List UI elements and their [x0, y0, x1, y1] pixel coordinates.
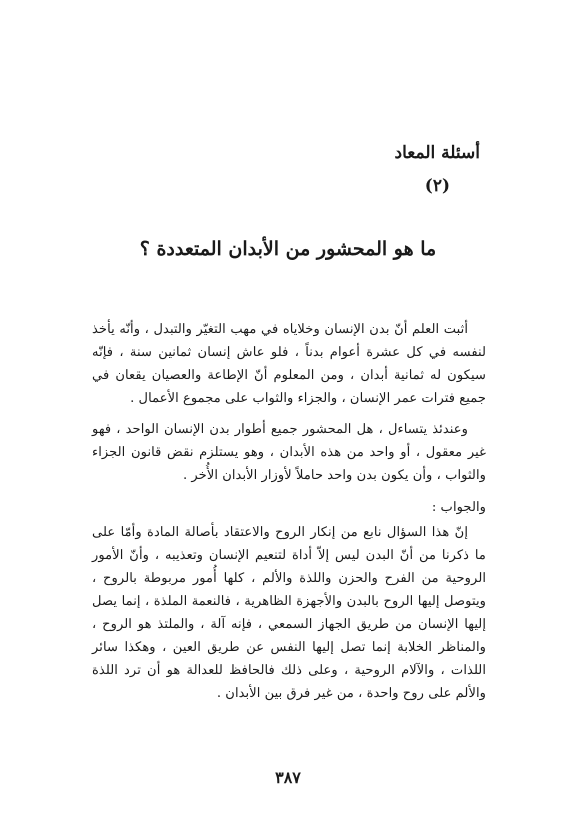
section-title: أسئلة المعاد — [394, 143, 480, 163]
question-paragraph-1: أثبت العلم أنّ بدن الإنسان وخلاياه في مهب التغيّر والتبدل ، وأنّه يأخذ لنفسه في كل عشرة أعوام بدناً ، فلو عاش إنسان ثمانين سنة ، فإنّه سيكون له ثمانية أبدان ، ومن المعلوم أنّ الإطاعة والعصيان يقعان في جميع فترات عمر الإنسان ، والجزاء والثواب على مجموع الأعمال . — [92, 322, 486, 406]
answer-paragraph: إنّ هذا السؤال نابع من إنكار الروح والاعتقاد بأصالة المادة وأمّا على ما ذكرنا من أنّ البدن ليس إلاّ أداة لتنعيم الإنسان وتعذيبه ، وأنّ الأمور الروحية من الفرح والحزن واللذة والألم ، كلها أُمور مربوطة بالروح ، ويتوصل إليها الروح بالبدن والأجهزة الظاهرية ، فالنعمة الملذة ، إنما يصل إليها الإنسان من طريق الجهاز السمعي ، فإنه آلة ، والملتذ هو الروح ، والمناظر الخلابة إنما تصل إليها النفس عن طريق العين ، وهكذا سائر اللذات ، والآلام الروحية ، وعلى ذلك فالحافظ للعدالة هو أن ترد اللذة والألم على روح واحدة ، من غير فرق بين الأبدان . — [92, 525, 486, 701]
body-text — [92, 318, 486, 705]
question-paragraph-2: وعندئذ يتساءل ، هل المحشور جميع أطوار بدن الإنسان الواحد ، فهو غير معقول ، أو واحد من هذه الأبدان ، وهو يستلزم نقض قانون الجزاء والثواب ، وأن يكون بدن واحد حاملاً لأوزار الأبدان الأُخر . — [92, 422, 486, 483]
section-number: (٢) — [424, 176, 450, 196]
page-number: ٣٨٧ — [275, 768, 301, 787]
answer-heading: والجواب : — [431, 500, 486, 515]
main-title: ما هو المحشور من الأبدان المتعددة ؟ — [139, 238, 437, 260]
